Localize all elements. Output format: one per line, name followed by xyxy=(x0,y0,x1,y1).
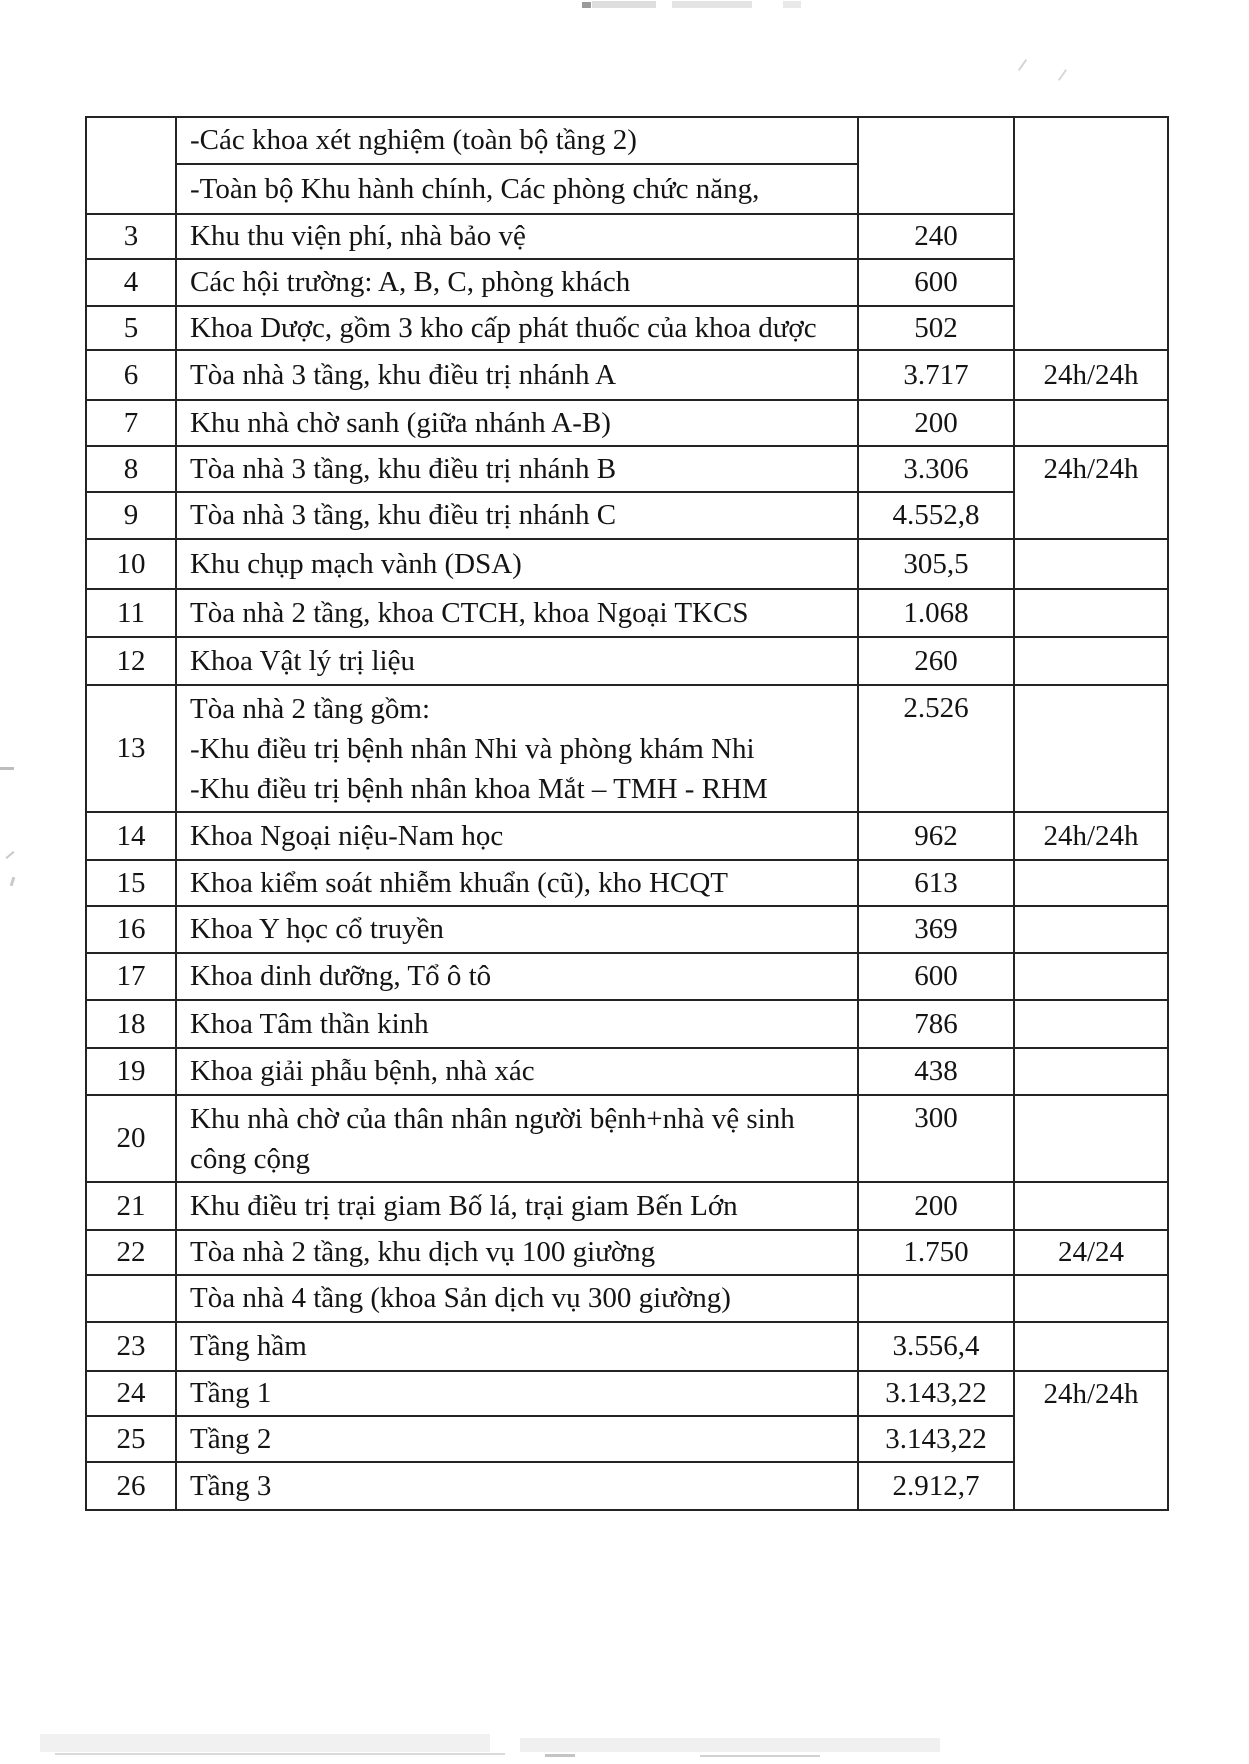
row-number-cell: 14 xyxy=(86,812,176,860)
schedule-cell xyxy=(1014,539,1168,589)
description-line: Khu điều trị trại giam Bố lá, trại giam Bến Lớn xyxy=(190,1189,738,1222)
scan-artifact-mark xyxy=(1058,69,1067,81)
schedule-cell xyxy=(1014,350,1168,400)
area-value-cell: 369 xyxy=(858,906,1014,953)
description-line: Khu nhà chờ sanh (giữa nhánh A-B) xyxy=(190,406,611,439)
description-line: Tầng 2 xyxy=(190,1422,272,1455)
table-row xyxy=(86,400,1168,446)
description-cell xyxy=(176,812,858,860)
table-row xyxy=(86,812,1168,860)
table-row xyxy=(86,259,1168,306)
description-line: Khoa dinh dưỡng, Tổ ô tô xyxy=(190,960,492,992)
area-value-cell: 962 xyxy=(858,812,1014,860)
schedule-cell xyxy=(1014,1371,1168,1510)
description-cell xyxy=(176,446,858,492)
area-value-cell: 600 xyxy=(858,953,1014,1000)
description-line: Khoa Ngoại niệu-Nam học xyxy=(190,819,504,852)
table-row xyxy=(86,1275,1168,1322)
row-number-cell: 24 xyxy=(86,1371,176,1416)
scan-artifact-top xyxy=(783,1,801,8)
description-cell xyxy=(176,1322,858,1371)
area-value-cell: 200 xyxy=(858,400,1014,446)
description-line: Khu nhà chờ của thân nhân người bệnh+nhà vệ sinh xyxy=(190,1103,795,1135)
schedule-cell xyxy=(1014,1000,1168,1048)
schedule-cell xyxy=(1014,1322,1168,1371)
table-row xyxy=(86,446,1168,492)
description-line: Tầng hầm xyxy=(190,1330,307,1362)
row-number-cell: 3 xyxy=(86,214,176,259)
area-value-cell: 438 xyxy=(858,1048,1014,1095)
row-number-cell xyxy=(86,117,176,214)
schedule-cell xyxy=(1014,812,1168,860)
description-line: công cộng xyxy=(190,1143,310,1175)
schedule-cell xyxy=(1014,1048,1168,1095)
table-row xyxy=(86,214,1168,259)
schedule-cell xyxy=(1014,589,1168,637)
area-value-cell: 1.068 xyxy=(858,589,1014,637)
row-number-cell xyxy=(86,1275,176,1322)
table-row xyxy=(86,1182,1168,1230)
schedule-cell xyxy=(1014,117,1168,350)
description-cell xyxy=(176,953,858,1000)
area-value-cell: 3.717 xyxy=(858,350,1014,400)
table-row xyxy=(86,1322,1168,1371)
table-row xyxy=(86,539,1168,589)
description-cell xyxy=(176,685,858,812)
row-number-cell: 10 xyxy=(86,539,176,589)
table-row xyxy=(86,1416,1168,1462)
area-value-cell: 200 xyxy=(858,1182,1014,1230)
schedule-value: 24/24 xyxy=(1057,1236,1125,1268)
row-number-cell: 17 xyxy=(86,953,176,1000)
area-value-cell xyxy=(858,117,1014,214)
area-value-cell: 600 xyxy=(858,259,1014,306)
description-cell xyxy=(176,1000,858,1048)
description-cell xyxy=(176,214,858,259)
row-number-cell: 8 xyxy=(86,446,176,492)
schedule-cell xyxy=(1014,906,1168,953)
row-number-cell: 15 xyxy=(86,860,176,906)
area-value-cell: 2.526 xyxy=(858,685,1014,812)
table-row xyxy=(86,953,1168,1000)
table-row xyxy=(86,1230,1168,1275)
schedule-cell xyxy=(1014,1230,1168,1275)
scan-artifact-top xyxy=(592,1,656,8)
area-value-cell: 3.306 xyxy=(858,446,1014,492)
description-cell xyxy=(176,906,858,953)
description-line: -Khu điều trị bệnh nhân khoa Mắt – TMH - RHM xyxy=(190,773,768,805)
area-value-cell: 3.143,22 xyxy=(858,1371,1014,1416)
area-value-cell: 3.143,22 xyxy=(858,1416,1014,1462)
schedule-cell xyxy=(1014,1182,1168,1230)
description-line: Tòa nhà 3 tầng, khu điều trị nhánh C xyxy=(190,499,617,531)
row-number-cell: 13 xyxy=(86,685,176,812)
schedule-cell xyxy=(1014,860,1168,906)
description-line: -Toàn bộ Khu hành chính, Các phòng chức năng, xyxy=(190,172,760,205)
row-number-cell: 9 xyxy=(86,492,176,539)
description-line: Khoa giải phẫu bệnh, nhà xác xyxy=(190,1055,535,1087)
description-cell xyxy=(176,637,858,685)
table-row xyxy=(86,117,1168,164)
table-row xyxy=(86,589,1168,637)
description-cell xyxy=(176,1371,858,1416)
schedule-cell xyxy=(1014,400,1168,446)
schedule-value: 24h/24h xyxy=(1043,1378,1139,1410)
scan-artifact-margin xyxy=(10,877,16,886)
description-line: Tòa nhà 3 tầng, khu điều trị nhánh B xyxy=(190,452,617,485)
row-number-cell: 26 xyxy=(86,1462,176,1510)
area-value-cell: 2.912,7 xyxy=(858,1462,1014,1510)
description-line: Khu thu viện phí, nhà bảo vệ xyxy=(190,220,526,252)
row-number-cell: 7 xyxy=(86,400,176,446)
row-number-cell: 20 xyxy=(86,1095,176,1182)
description-cell xyxy=(176,259,858,306)
area-value-cell: 305,5 xyxy=(858,539,1014,589)
scan-artifact-margin xyxy=(6,851,15,859)
scan-artifact-top xyxy=(672,1,752,8)
description-cell xyxy=(176,1048,858,1095)
description-cell xyxy=(176,860,858,906)
description-cell xyxy=(176,1095,858,1182)
description-cell xyxy=(176,1416,858,1462)
table-row xyxy=(86,492,1168,539)
row-number-cell: 4 xyxy=(86,259,176,306)
description-cell xyxy=(176,306,858,350)
area-value-cell: 240 xyxy=(858,214,1014,259)
table-row xyxy=(86,906,1168,953)
description-line: Tòa nhà 3 tầng, khu điều trị nhánh A xyxy=(190,358,617,391)
row-number-cell: 5 xyxy=(86,306,176,350)
description-line: Khoa Tâm thần kinh xyxy=(190,1007,429,1040)
table-row xyxy=(86,1000,1168,1048)
description-line: Khoa Dược, gồm 3 kho cấp phát thuốc của khoa dược xyxy=(190,311,817,344)
scan-artifact-top xyxy=(582,2,591,8)
schedule-cell xyxy=(1014,1095,1168,1182)
scan-artifact-margin xyxy=(0,767,14,770)
area-value-cell: 613 xyxy=(858,860,1014,906)
facility-area-table xyxy=(85,116,1169,1511)
row-number-cell: 6 xyxy=(86,350,176,400)
row-number-cell: 16 xyxy=(86,906,176,953)
area-value-cell: 786 xyxy=(858,1000,1014,1048)
description-line: Tầng 3 xyxy=(190,1469,272,1502)
description-line: Tầng 1 xyxy=(190,1377,272,1409)
scan-artifact-bottom xyxy=(55,1753,505,1755)
row-number-cell: 11 xyxy=(86,589,176,637)
row-number-cell: 12 xyxy=(86,637,176,685)
description-line: Khu chụp mạch vành (DSA) xyxy=(190,547,522,580)
description-cell xyxy=(176,589,858,637)
row-number-cell: 25 xyxy=(86,1416,176,1462)
table-row xyxy=(86,1371,1168,1416)
scan-artifact-bottom xyxy=(40,1734,490,1752)
schedule-cell xyxy=(1014,637,1168,685)
description-cell xyxy=(176,164,858,214)
schedule-cell xyxy=(1014,446,1168,539)
description-line: -Khu điều trị bệnh nhân Nhi và phòng khám Nhi xyxy=(190,733,755,765)
description-cell xyxy=(176,539,858,589)
scan-artifact-bottom xyxy=(520,1738,940,1752)
description-line: Tòa nhà 2 tầng, khoa CTCH, khoa Ngoại TKCS xyxy=(190,596,749,629)
description-cell xyxy=(176,1182,858,1230)
description-cell xyxy=(176,350,858,400)
scan-artifact-mark xyxy=(1018,59,1027,71)
row-number-cell: 22 xyxy=(86,1230,176,1275)
description-line: Khoa Y học cổ truyền xyxy=(190,913,444,945)
description-cell xyxy=(176,400,858,446)
description-line: Khoa kiểm soát nhiễm khuẩn (cũ), kho HCQT xyxy=(190,866,729,899)
table-row xyxy=(86,685,1168,812)
row-number-cell: 18 xyxy=(86,1000,176,1048)
schedule-cell xyxy=(1014,953,1168,1000)
description-cell xyxy=(176,1462,858,1510)
description-line: Tòa nhà 2 tầng, khu dịch vụ 100 giường xyxy=(190,1236,656,1268)
area-value-cell: 300 xyxy=(858,1095,1014,1182)
description-line: -Các khoa xét nghiệm (toàn bộ tầng 2) xyxy=(190,124,637,156)
table-row xyxy=(86,1462,1168,1510)
description-line: Tòa nhà 4 tầng (khoa Sản dịch vụ 300 giường) xyxy=(190,1282,731,1314)
description-cell xyxy=(176,1230,858,1275)
area-value-cell: 502 xyxy=(858,306,1014,350)
description-cell xyxy=(176,1275,858,1322)
table-row xyxy=(86,350,1168,400)
description-line: Tòa nhà 2 tầng gồm: xyxy=(190,693,431,725)
scan-artifact-bottom xyxy=(700,1755,820,1757)
area-value-cell: 260 xyxy=(858,637,1014,685)
row-number-cell: 23 xyxy=(86,1322,176,1371)
schedule-value: 24h/24h xyxy=(1043,453,1139,485)
area-value-cell: 3.556,4 xyxy=(858,1322,1014,1371)
description-cell xyxy=(176,117,858,164)
row-number-cell: 19 xyxy=(86,1048,176,1095)
scan-artifact-bottom xyxy=(545,1754,575,1757)
table-row xyxy=(86,1048,1168,1095)
schedule-value: 24h/24h xyxy=(1043,819,1139,852)
table-row xyxy=(86,637,1168,685)
description-line: Khoa Vật lý trị liệu xyxy=(190,644,415,677)
area-value-cell xyxy=(858,1275,1014,1322)
table-row xyxy=(86,306,1168,350)
area-value-cell: 1.750 xyxy=(858,1230,1014,1275)
description-cell xyxy=(176,492,858,539)
table-row xyxy=(86,1095,1168,1182)
table-row xyxy=(86,860,1168,906)
schedule-cell xyxy=(1014,685,1168,812)
schedule-value: 24h/24h xyxy=(1043,358,1139,391)
description-line: Các hội trường: A, B, C, phòng khách xyxy=(190,266,631,298)
area-value-cell: 4.552,8 xyxy=(858,492,1014,539)
schedule-cell xyxy=(1014,1275,1168,1322)
row-number-cell: 21 xyxy=(86,1182,176,1230)
